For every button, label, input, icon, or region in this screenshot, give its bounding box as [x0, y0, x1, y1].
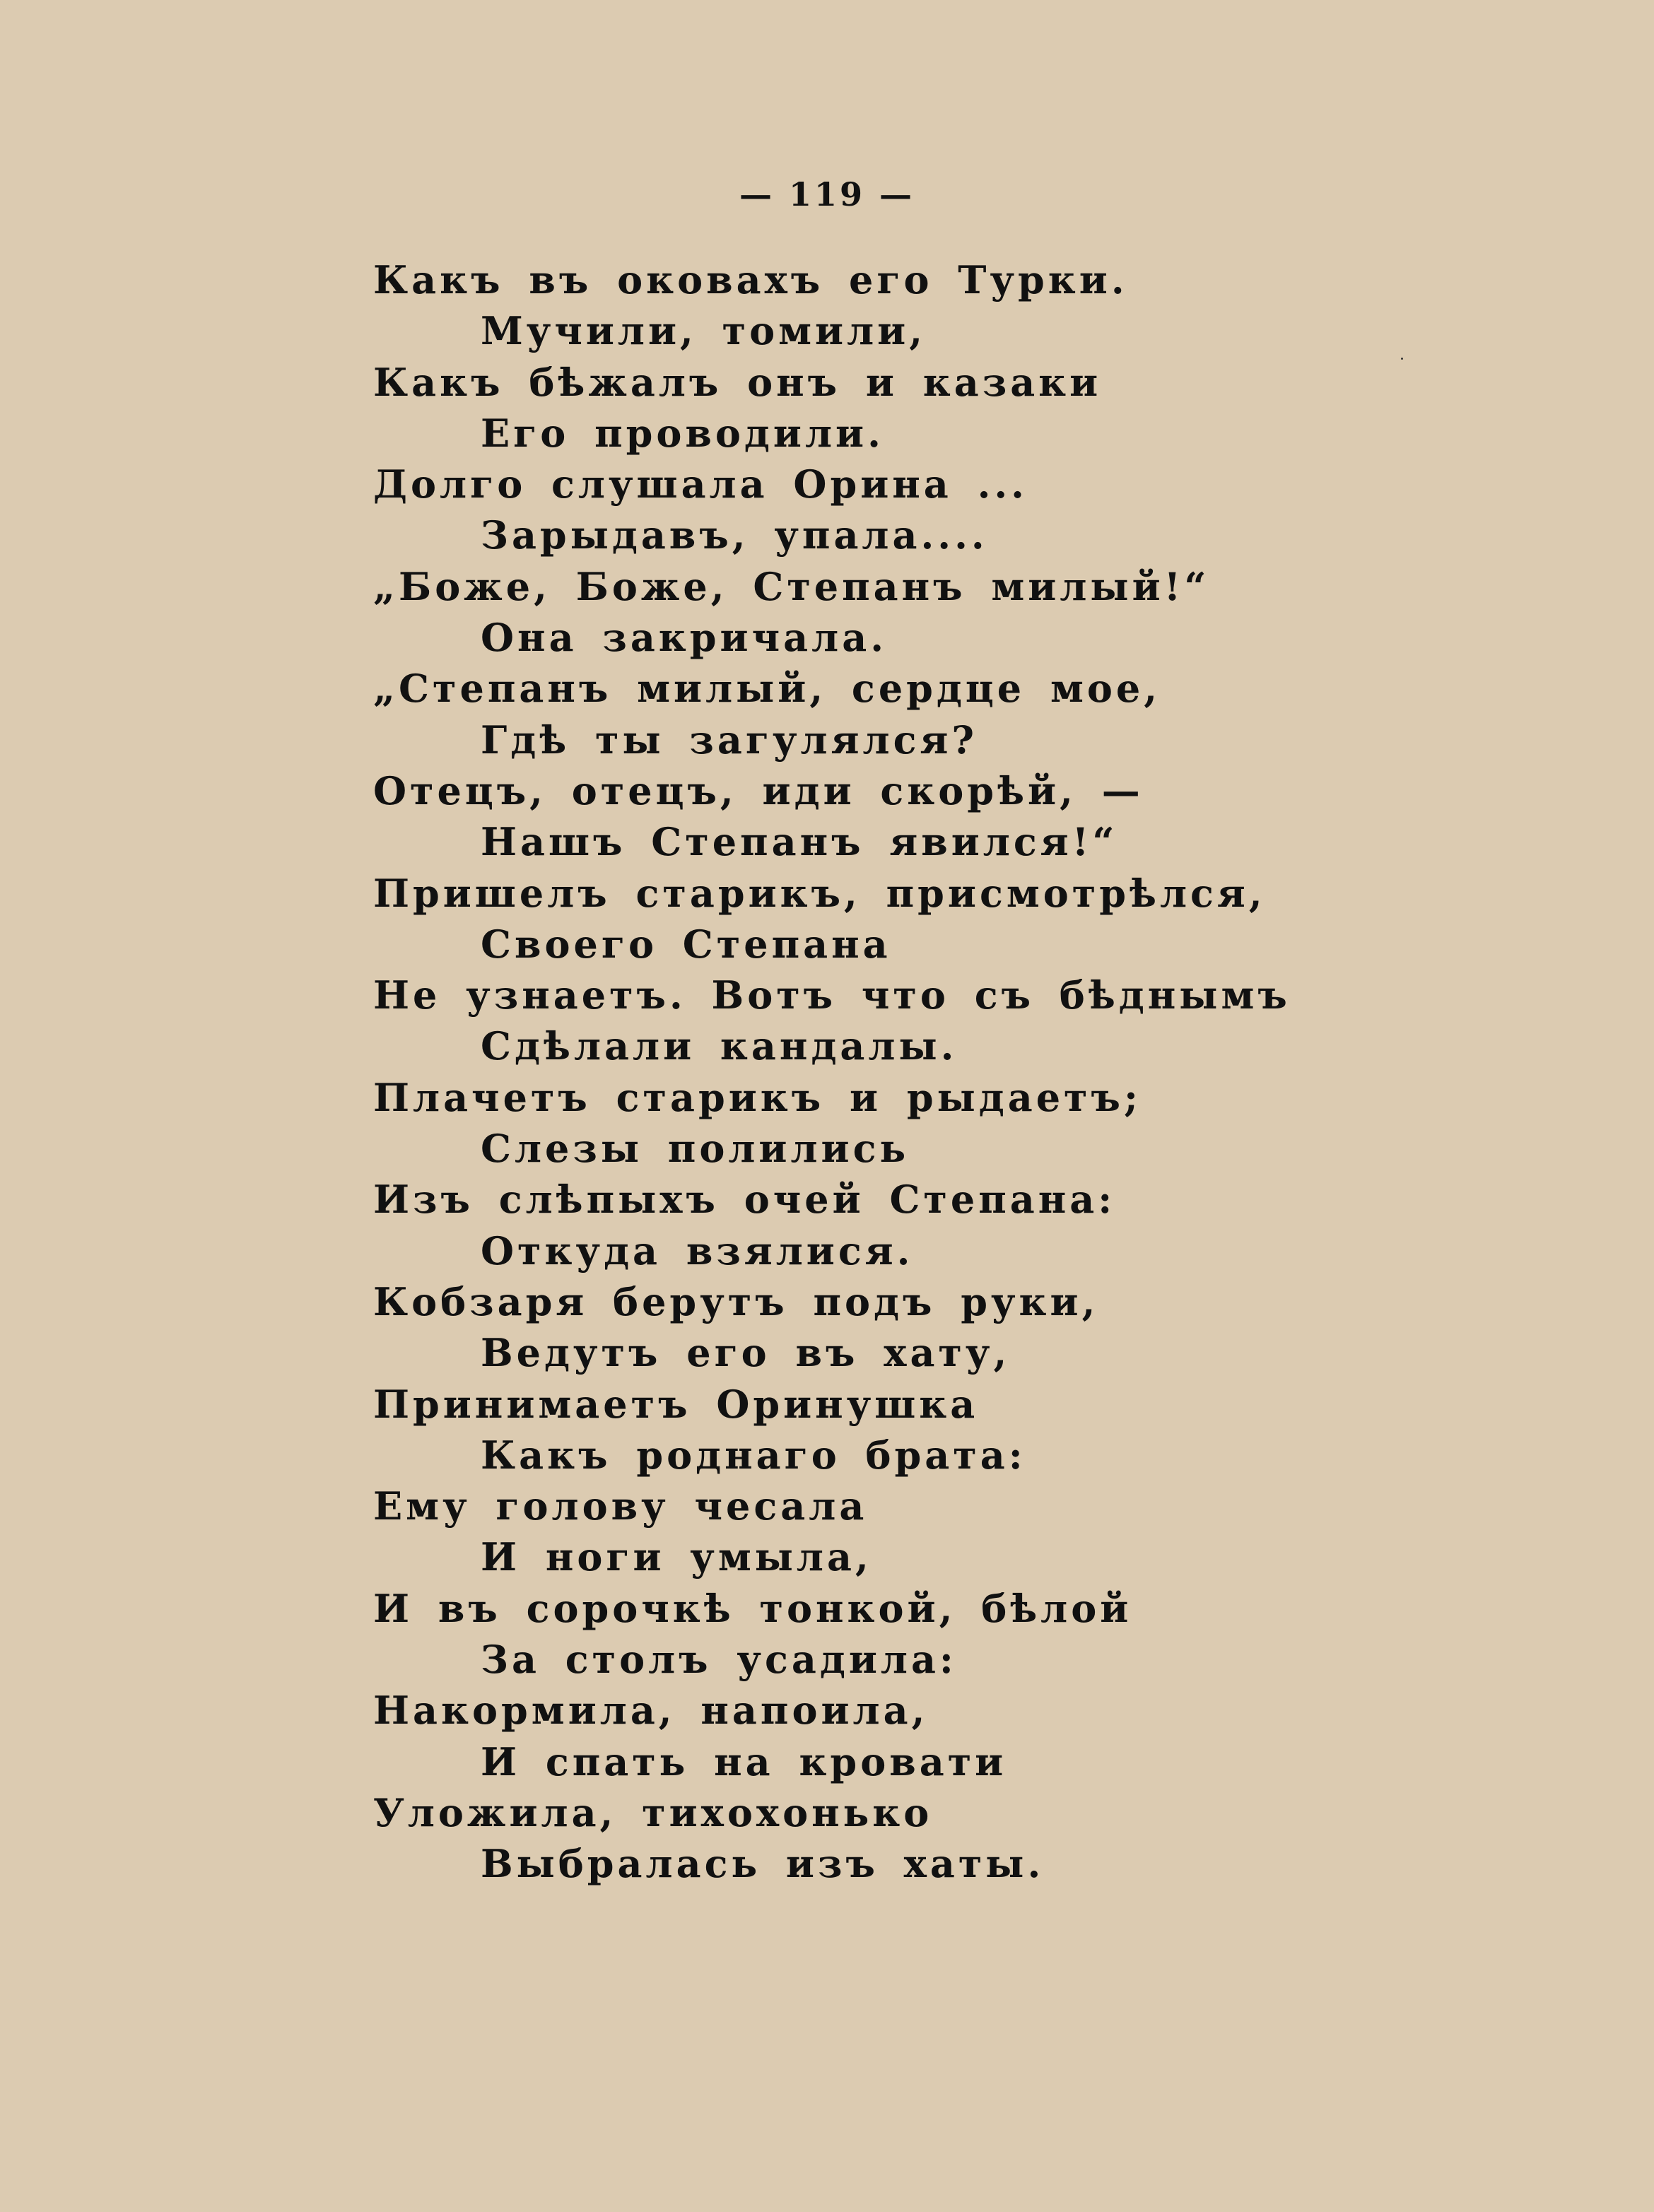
poem-line: „Степанъ милый, сердце мое,	[373, 666, 1161, 712]
poem-line: Отецъ, отецъ, иди скорѣй, —	[373, 767, 1144, 813]
poem-line: За столъ усадила:	[481, 1637, 957, 1683]
poem-line: Выбралась изъ хаты.	[481, 1841, 1045, 1887]
paper-speck	[1401, 358, 1403, 360]
poem-line: Какъ бѣжалъ онъ и казаки	[373, 359, 1102, 405]
poem-line: Пришелъ старикъ, присмотрѣлся,	[373, 870, 1266, 916]
poem-line: И ноги умыла,	[481, 1534, 872, 1580]
poem-line: Принимаетъ Оринушка	[373, 1381, 979, 1427]
poem-line: Сдѣлали кандалы.	[481, 1023, 958, 1069]
poem-text	[373, 254, 1575, 1890]
poem-line: Слезы полились	[481, 1126, 910, 1172]
poem-line: Откуда взялися.	[481, 1228, 914, 1273]
poem-line: Долго слушала Орина ...	[373, 461, 1028, 507]
poem-line: Кобзаря берутъ подъ руки,	[373, 1278, 1099, 1324]
poem-line: Изъ слѣпыхъ очей Степана:	[373, 1177, 1116, 1223]
poem-line: Какъ роднаго брата:	[481, 1432, 1026, 1478]
poem-line: „Боже, Боже, Степанъ милый!“	[373, 563, 1210, 609]
poem-line: Плачетъ старикъ и рыдаетъ;	[373, 1074, 1142, 1120]
poem-line: Его проводили.	[481, 410, 884, 456]
poem-line: Ведутъ его въ хату,	[481, 1330, 1011, 1376]
poem-line: Своего Степана	[481, 921, 891, 967]
poem-line: Зарыдавъ, упала....	[481, 512, 988, 558]
poem-line: Уложила, тихохонько	[373, 1789, 933, 1835]
poem-line: И спать на кровати	[481, 1739, 1007, 1784]
poem-line: Ему голову чесала	[373, 1483, 868, 1529]
poem-line: Какъ въ оковахъ его Турки.	[373, 257, 1128, 302]
poem-line: Она закричала.	[481, 615, 887, 661]
poem-line: И въ сорочкѣ тонкой, бѣлой	[373, 1585, 1132, 1631]
poem-line: Нашъ Степанъ явился!“	[481, 819, 1118, 865]
poem-line: Мучили, томили,	[481, 308, 927, 354]
page-number: — 119 —	[739, 175, 915, 213]
poem-line: Накормила, напоила,	[373, 1688, 929, 1734]
poem-line: Не узнаетъ. Вотъ что съ бѣднымъ	[373, 972, 1291, 1018]
poem-line: Гдѣ ты загулялся?	[481, 717, 978, 763]
